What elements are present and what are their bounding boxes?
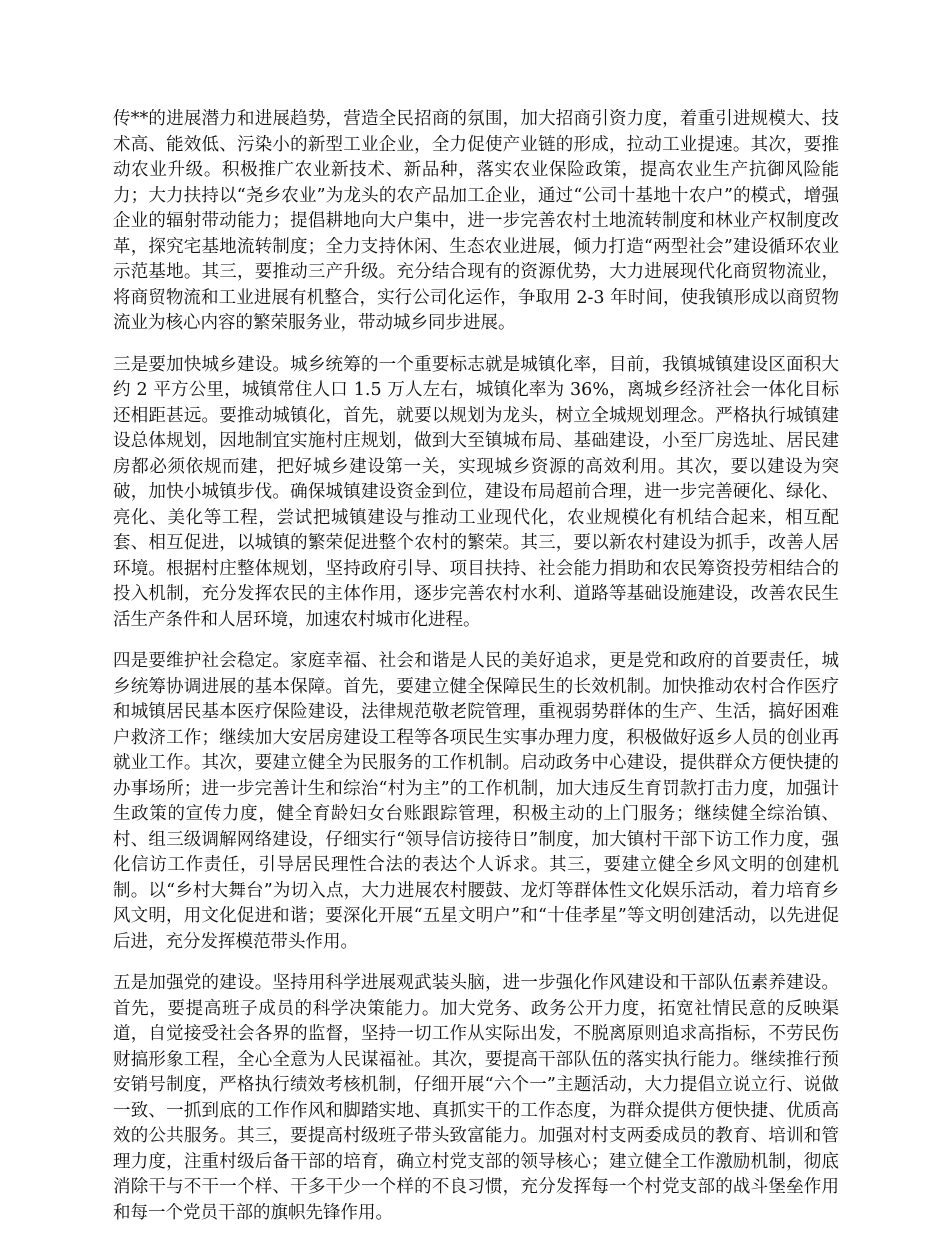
paragraph-industry-agriculture: 传**的进展潜力和进展趋势，营造全民招商的氛围，加大招商引资力度，着重引进规模大、技术高、能效低、污染小的新型工业企业，全力促使产业链的形成，拉动工业提速。其次，要推动农业升级。积极推广农业新技术、新品种，落实农业保险政策，提高农业生产抗御风险能力；大力扶持以“尧乡农业”为龙头的农产品加工企业，通过“公司十基地十农户”的模式，增强企业的辐射带动能力；提倡耕地向大户集中，进一步完善农村土地流转制度和林业产权制度改革，探究宅基地流转制度；全力支持休闲、生态农业进展，倾力打造“两型社会”建设循环农业示范基地。其三，要推动三产升级。充分结合现有的资源优势，大力进展现代化商贸物流业，将商贸物流和工业进展有机整合，实行公司化运作，争取用 2-3 年时间，使我镇形成以商贸物流业为核心内容的繁荣服务业，带动城乡同步进展。 bbox=[113, 109, 839, 333]
paragraph-urban-rural-construction: 三是要加快城乡建设。城乡统筹的一个重要标志就是城镇化率，目前，我镇城镇建设区面积大约 2 平方公里，城镇常住人口 1.5 万人左右，城镇化率为 36%，离城乡经济社会一体化目标还相距甚远。要推动城镇化，首先，就要以规划为龙头，树立全城规划理念。严格执行城镇建设总体规划，因地制宜实施村庄规划，做到大至镇城布局、基础建设，小至厂房选址、居民建房都必须依规而建，把好城乡建设第一关，实现城乡资源的高效利用。其次，要以建设为突破，加快小城镇步伐。确保城镇建设资金到位，建设布局超前合理，进一步完善硬化、绿化、亮化、美化等工程，尝试把城镇建设与推动工业现代化，农业规模化有机结合起来，相互配套、相互促进，以城镇的繁荣促进整个农村的繁荣。其三，要以新农村建设为抓手，改善人居环境。根据村庄整体规划，坚持政府引导、项目扶持、社会能力捐助和农民筹资投劳相结合的投入机制，充分发挥农民的主体作用，逐步完善农村水利、道路等基础设施建设，改善农民生活生产条件和人居环境，加速农村城市化进程。 bbox=[113, 354, 839, 630]
paragraph-party-building: 五是加强党的建设。坚持用科学进展观武装头脑，进一步强化作风建设和干部队伍素养建设。首先，要提高班子成员的科学决策能力。加大党务、政务公开力度，拓宽社情民意的反映渠道，自觉接受社会各界的监督，坚持一切工作从实际出发，不脱离原则追求高指标，不劳民伤财搞形象工程，全心全意为人民谋福祉。其次，要提高干部队伍的落实执行能力。继续推行预安销号制度，严格执行绩效考核机制，仔细开展“六个一”主题活动，大力提倡立说立行、说做一致、一抓到底的工作作风和脚踏实地、真抓实干的工作态度，为群众提供方便快捷、优质高效的公共服务。其三，要提高村级班子带头致富能力。加强对村支两委成员的教育、培训和管理力度，注重村级后备干部的培育，确立村党支部的领导核心；建立健全工作激励机制，彻底消除干与不干一个样、干多干少一个样的不良习惯，充分发挥每一个村党支部的战斗堡垒作用和每一个党员干部的旗帜先锋作用。 bbox=[113, 973, 839, 1223]
paragraph-social-stability: 四是要维护社会稳定。家庭幸福、社会和谐是人民的美好追求，更是党和政府的首要责任，城乡统筹协调进展的基本保障。首先，要建立健全保障民生的长效机制。加快推动农村合作医疗和城镇居民基本医疗保险建设，法律规范敬老院管理，重视弱势群体的生产、生活，搞好困难户救济工作；继续加大安居房建设工程等各项民生实事办理力度，积极做好返乡人员的创业再就业工作。其次，要建立健全为民服务的工作机制。启动政务中心建设，提供群众方便快捷的办事场所；进一步完善计生和综治“村为主”的工作机制，加大违反生育罚款打击力度，加强计生政策的宣传力度，健全育龄妇女台账跟踪管理，积极主动的上门服务；继续健全综治镇、村、组三级调解网络建设，仔细实行“领导信访接待日”制度，加大镇村干部下访工作力度，强化信访工作责任，引导居民理性合法的表达个人诉求。其三，要建立健全乡风文明的创建机制。以“乡村大舞台”为切入点，大力进展农村腰鼓、龙灯等群体性文化娱乐活动，着力培育乡风文明，用文化促进和谐；要深化开展“五星文明户”和“十佳孝星”等文明创建活动，以先进促后进，充分发挥模范带头作用。 bbox=[113, 651, 839, 952]
document-page bbox=[113, 107, 839, 1242]
